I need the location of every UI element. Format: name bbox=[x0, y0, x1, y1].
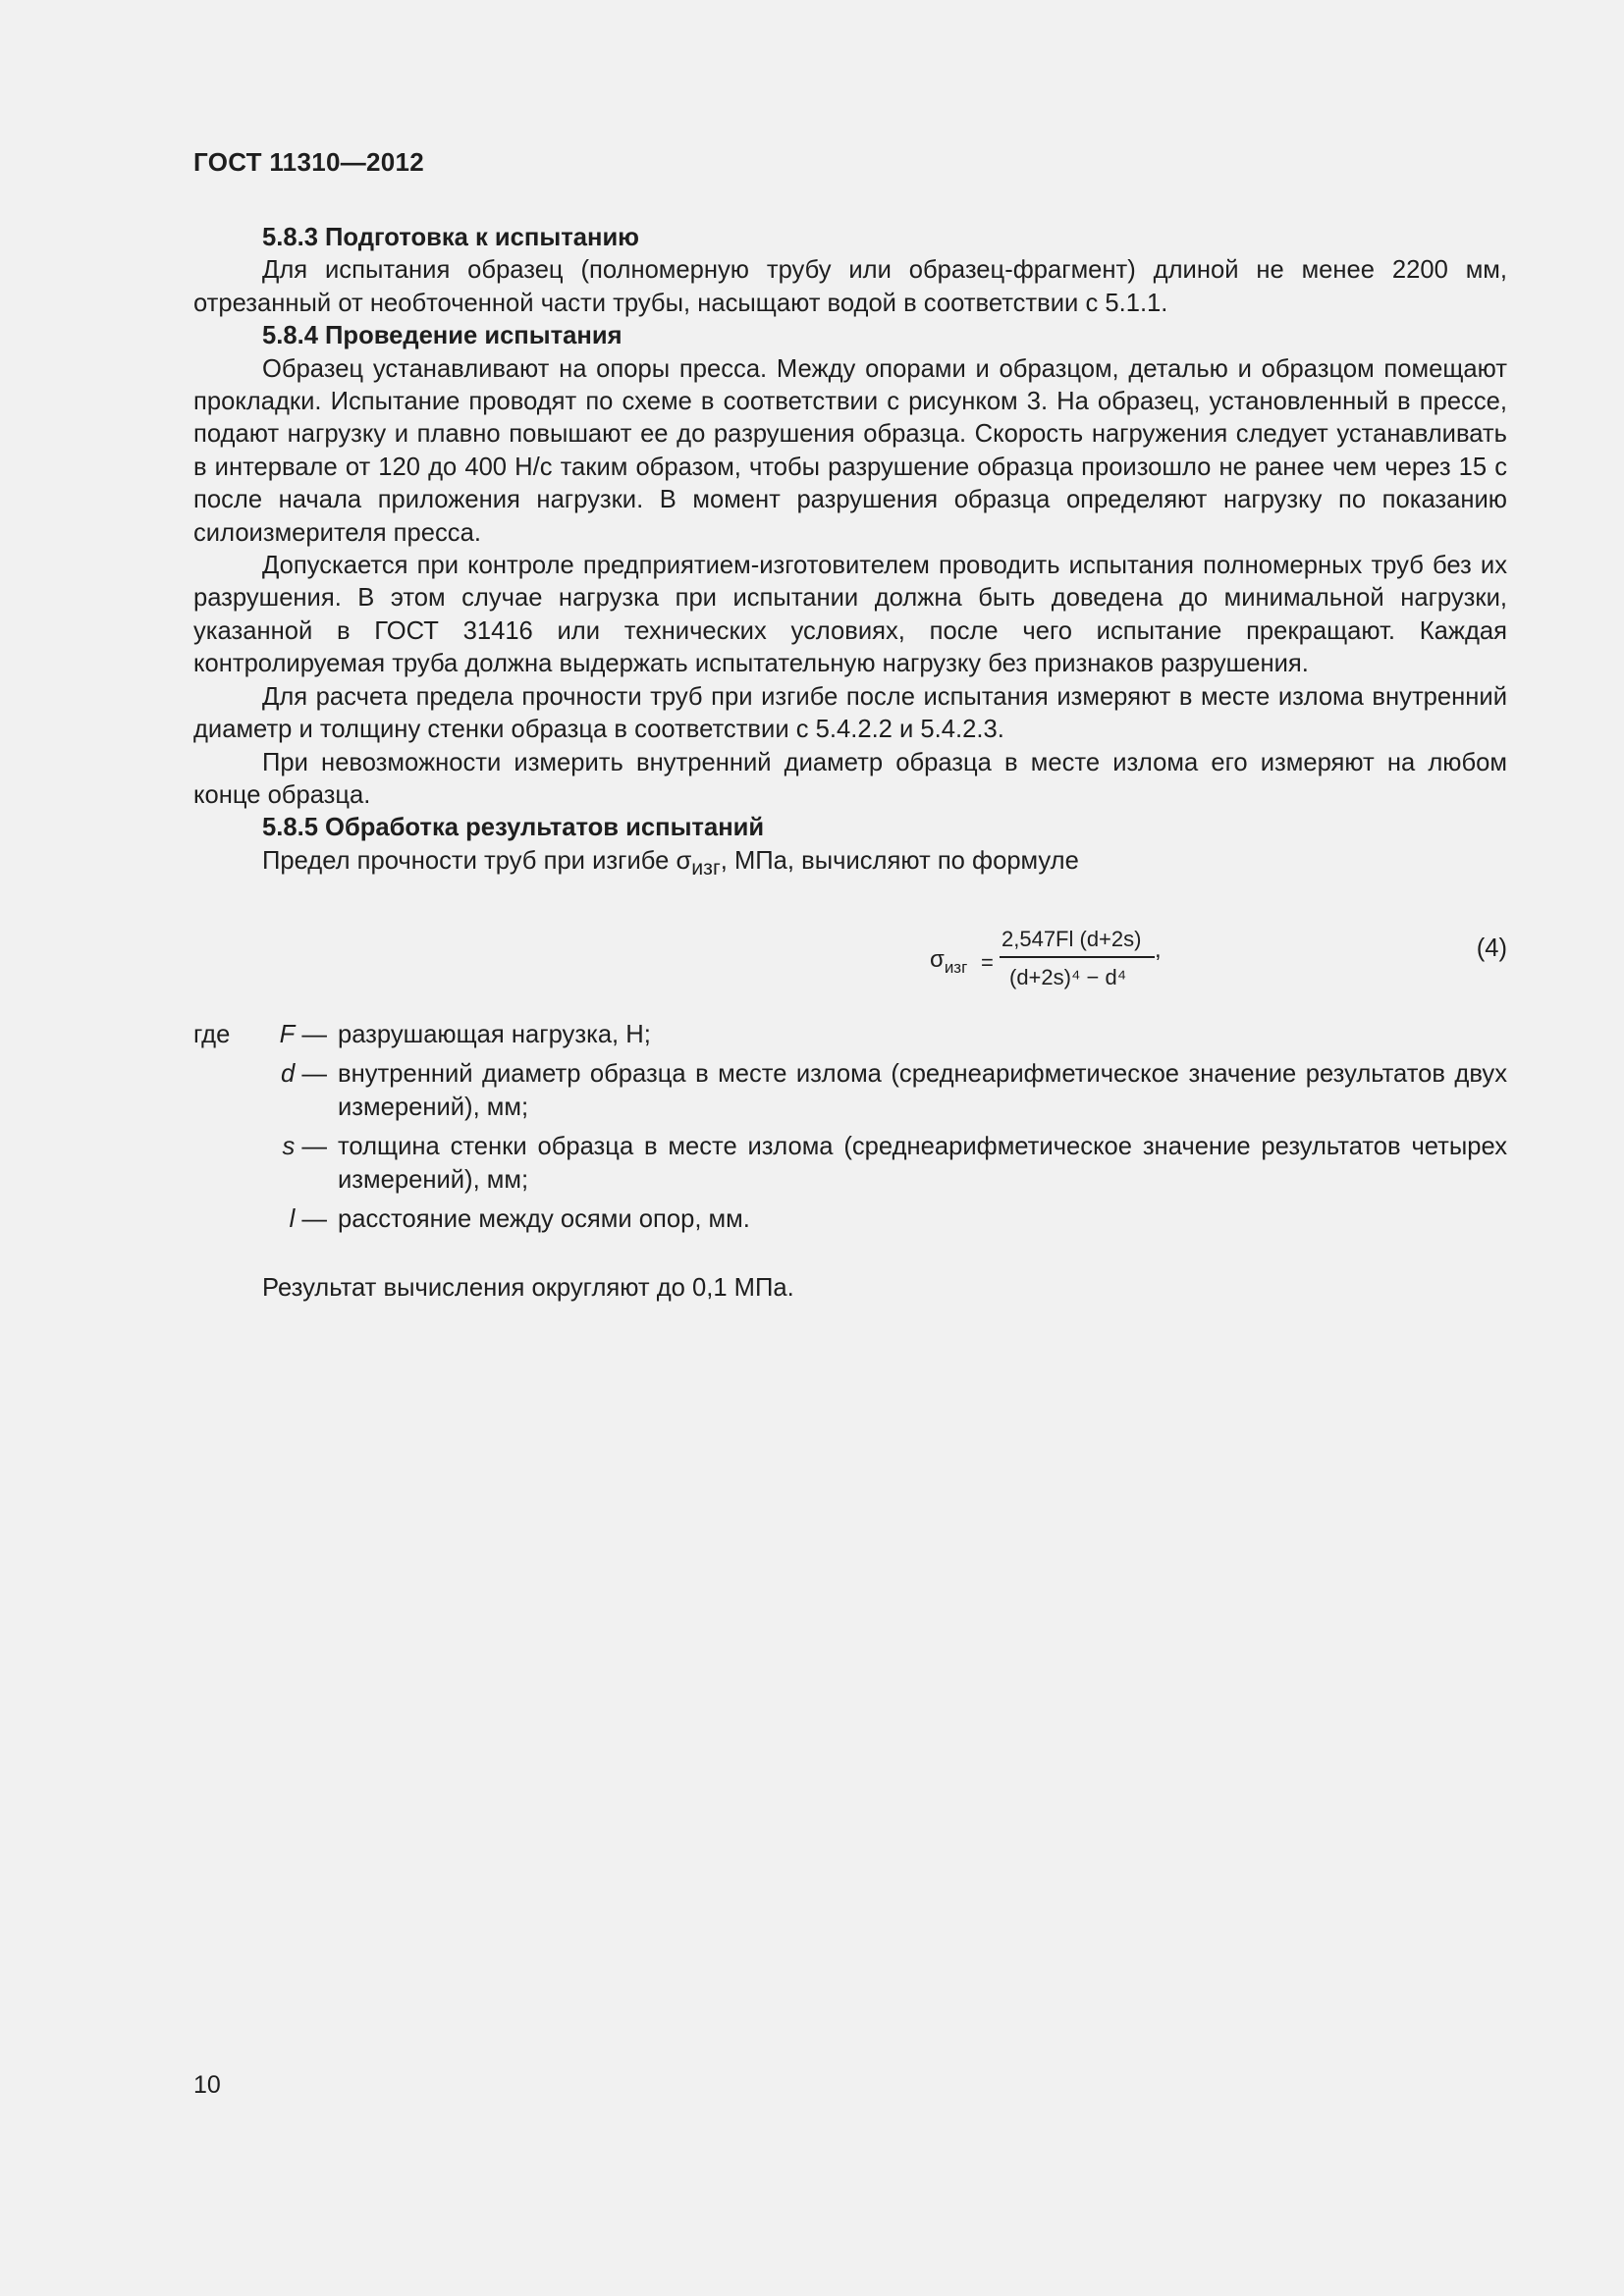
formula bbox=[738, 921, 1162, 999]
symbol-letter: l bbox=[289, 1205, 296, 1234]
where-item bbox=[193, 1019, 1507, 1051]
fraction-line bbox=[1000, 956, 1155, 958]
where-description: внутренний диаметр образца в месте излома (среднеарифметическое значение результатов двух измерений), мм; bbox=[338, 1060, 1507, 1121]
intro-subscript: изг bbox=[691, 855, 721, 880]
where-description: расстояние между осями опор, мм. bbox=[338, 1205, 750, 1234]
paragraph: Образец устанавливают на опоры пресса. Между опорами и образцом, деталью и образцом помещают прокладки. Испытание проводят по схеме в соответствии с рисунком 3. На образец, установленный в прессе, подают нагрузку и плавно повышают ее до разрушения образца. Скорость нагружения следует устанавливать в интервале от 120 до 400 Н/с таким образом, чтобы разрушение образца произошло не ранее чем через 15 с после начала приложения нагрузки. В момент разрушения образца определяют нагрузку по показанию силоизмерителя пресса. bbox=[193, 354, 1507, 547]
where-symbol bbox=[252, 1019, 327, 1051]
where-symbol bbox=[252, 1058, 327, 1091]
symbol-dash: — bbox=[295, 1133, 327, 1161]
where-symbol bbox=[252, 1131, 327, 1163]
paragraph: Допускается при контроле предприятием-изготовителем проводить испытания полномерных труб без их разрушения. В этом случае нагрузка при испытании должна быть доведена до минимальной нагрузки, указанной в ГОСТ 31416 или технических условиях, после чего испытание прекращают. Каждая контролируемая труба должна выдержать испытательную нагрузку без признаков разрушения. bbox=[193, 552, 1507, 678]
sigma-subscript: изг bbox=[944, 957, 968, 977]
symbol-letter: F bbox=[279, 1021, 296, 1048]
where-symbol bbox=[252, 1203, 327, 1236]
formula-denominator: (d+2s)⁴ − d⁴ bbox=[1009, 965, 1127, 989]
symbol-dash: — bbox=[295, 1060, 327, 1089]
formula-numerator: 2,547Fl (d+2s) bbox=[1001, 927, 1142, 951]
formula-number: (4) bbox=[1476, 934, 1507, 962]
intro-text: Предел прочности труб при изгибе σ bbox=[262, 846, 692, 875]
symbol-letter: d bbox=[281, 1060, 296, 1089]
where-item bbox=[193, 1203, 1507, 1236]
section-heading: 5.8.4 Проведение испытания bbox=[262, 322, 623, 350]
formula-equals: = bbox=[981, 950, 994, 975]
where-list bbox=[193, 1019, 1507, 1243]
paragraph: Для испытания образец (полномерную трубу или образец-фрагмент) длиной не менее 2200 мм, отрезанный от необточенной части трубы, насыщают водой в соответствии с 5.1.1. bbox=[193, 256, 1507, 317]
section-heading: 5.8.3 Подготовка к испытанию bbox=[262, 224, 640, 251]
page-number: 10 bbox=[193, 2071, 221, 2099]
body-text bbox=[193, 222, 1507, 884]
paragraph: Для расчета предела прочности труб при изгибе после испытания измеряют в месте излома внутренний диаметр и толщину стенки образца в соответствии с 5.4.2.2 и 5.4.2.3. bbox=[193, 682, 1507, 744]
section-heading: 5.8.5 Обработка результатов испытаний bbox=[262, 814, 765, 842]
formula-symbol bbox=[930, 946, 967, 978]
page-header: ГОСТ 11310—2012 bbox=[193, 147, 425, 177]
where-item bbox=[193, 1058, 1507, 1124]
result-note: Результат вычисления округляют до 0,1 МПа. bbox=[262, 1274, 794, 1302]
formula-comma: , bbox=[1155, 936, 1162, 963]
paragraph: При невозможности измерить внутренний диаметр образца в месте излома его измеряют на любом конце образца. bbox=[193, 748, 1507, 809]
symbol-dash: — bbox=[295, 1021, 327, 1048]
sigma-symbol: σ bbox=[930, 946, 945, 973]
symbol-dash: — bbox=[295, 1205, 327, 1234]
formula-row bbox=[193, 921, 1507, 999]
where-description: толщина стенки образца в месте излома (среднеарифметическое значение результатов четырех измерений), мм; bbox=[338, 1133, 1507, 1194]
intro-text: , МПа, вычисляют по формуле bbox=[720, 846, 1079, 875]
symbol-letter: s bbox=[282, 1133, 296, 1161]
where-description: разрушающая нагрузка, Н; bbox=[338, 1021, 651, 1048]
where-item bbox=[193, 1131, 1507, 1197]
where-label: где bbox=[193, 1021, 231, 1048]
formula-intro bbox=[193, 845, 1507, 885]
